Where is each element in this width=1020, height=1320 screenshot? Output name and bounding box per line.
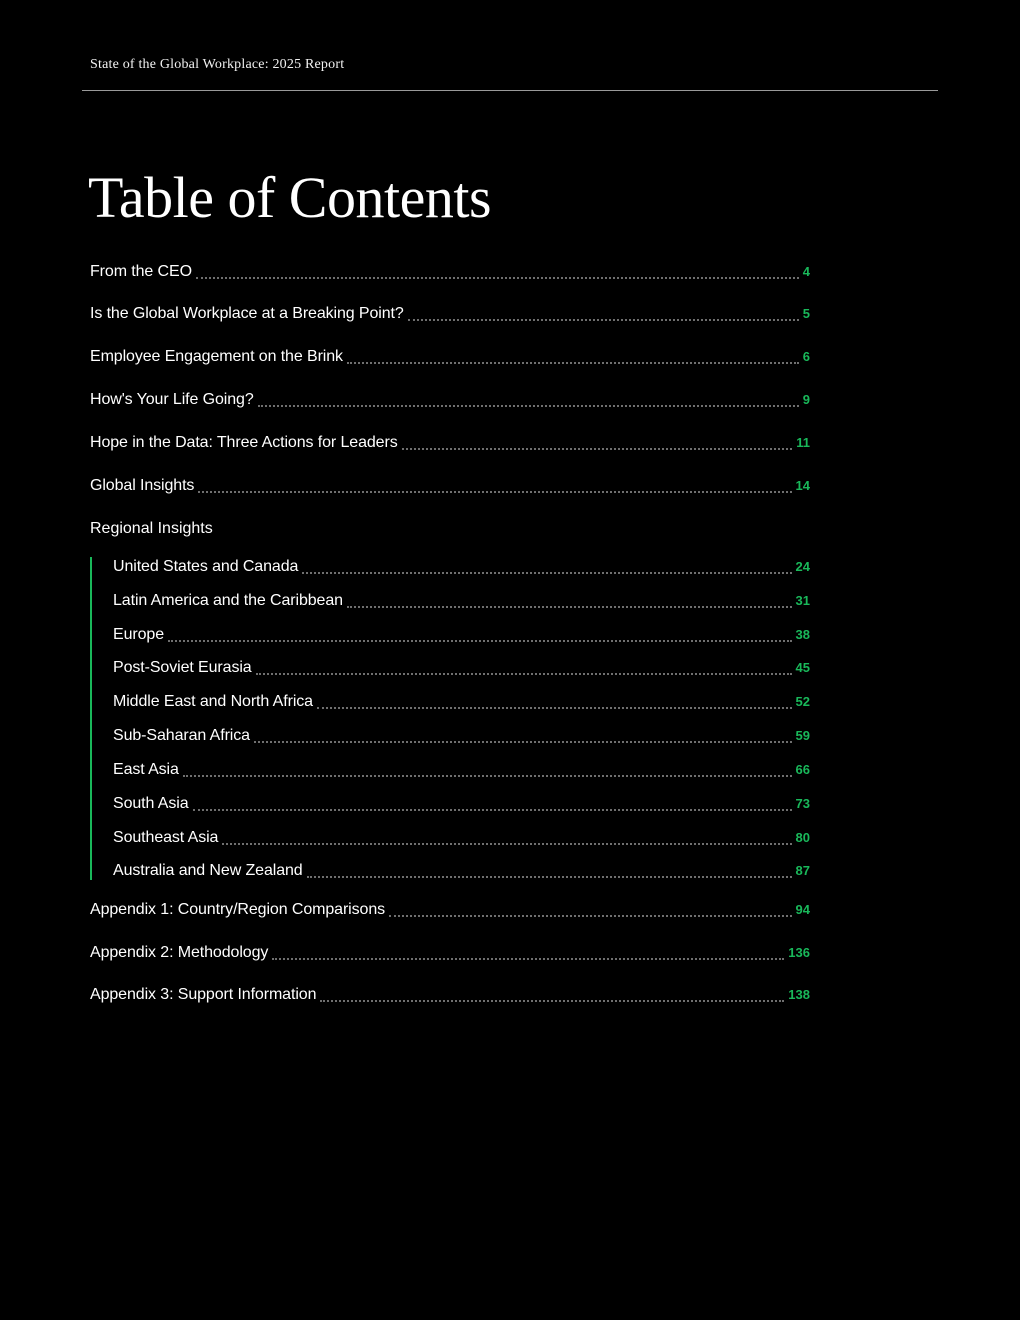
toc-entry-label: Appendix 1: Country/Region Comparisons bbox=[90, 901, 386, 918]
toc-entry-appendix-2[interactable] bbox=[90, 942, 810, 964]
toc-section-heading-regional: Regional Insights bbox=[90, 520, 213, 537]
toc-entry-label: East Asia bbox=[113, 761, 179, 778]
toc-entry-label: Europe bbox=[113, 626, 164, 643]
regional-section-accent-bar bbox=[90, 557, 92, 880]
toc-page-number: 52 bbox=[795, 694, 810, 709]
toc-entry-label: South Asia bbox=[113, 795, 189, 812]
toc-entry-label: Appendix 2: Methodology bbox=[90, 944, 269, 961]
dot-leader bbox=[168, 634, 792, 642]
page-title: Table of Contents bbox=[88, 165, 492, 230]
toc-entry-label: From the CEO bbox=[90, 263, 192, 280]
toc-page-number: 136 bbox=[788, 945, 810, 960]
toc-page-number: 66 bbox=[795, 762, 810, 777]
toc-page-number: 87 bbox=[795, 863, 810, 878]
toc-page-number: 24 bbox=[795, 559, 810, 574]
dot-leader bbox=[222, 837, 791, 845]
dot-leader bbox=[408, 313, 799, 321]
toc-subentry-middle-east-north-africa[interactable] bbox=[113, 691, 810, 713]
toc-entry-label: United States and Canada bbox=[113, 558, 299, 575]
toc-entry-appendix-3[interactable] bbox=[90, 984, 810, 1006]
toc-subentry-southeast-asia[interactable] bbox=[113, 827, 810, 849]
dot-leader bbox=[183, 769, 792, 777]
toc-entry-label: How's Your Life Going? bbox=[90, 391, 254, 408]
dot-leader bbox=[347, 600, 792, 608]
toc-entry-label: Employee Engagement on the Brink bbox=[90, 348, 343, 365]
toc-page-number: 4 bbox=[802, 264, 810, 279]
dot-leader bbox=[302, 566, 791, 574]
dot-leader bbox=[256, 667, 792, 675]
header-divider bbox=[82, 90, 938, 91]
dot-leader bbox=[198, 485, 791, 493]
toc-entry-label: Global Insights bbox=[90, 477, 195, 494]
toc-page-number: 73 bbox=[795, 796, 810, 811]
toc-entry-label: Middle East and North Africa bbox=[113, 693, 313, 710]
toc-page-number: 9 bbox=[802, 392, 810, 407]
toc-entry-label: Is the Global Workplace at a Breaking Point? bbox=[90, 305, 404, 322]
toc-page-number: 138 bbox=[788, 987, 810, 1002]
toc-entry-global-insights[interactable] bbox=[90, 475, 810, 497]
toc-entry-label: Appendix 3: Support Information bbox=[90, 986, 317, 1003]
dot-leader bbox=[272, 952, 784, 960]
toc-page-number: 11 bbox=[796, 435, 810, 450]
toc-entry-label: Southeast Asia bbox=[113, 829, 219, 846]
toc-entry-label: Hope in the Data: Three Actions for Leaders bbox=[90, 434, 398, 451]
dot-leader bbox=[196, 271, 799, 279]
toc-subentry-latin-america[interactable] bbox=[113, 590, 810, 612]
toc-subentry-south-asia[interactable] bbox=[113, 793, 810, 815]
toc-entry-employee-engagement[interactable] bbox=[90, 346, 810, 368]
toc-subentry-us-canada[interactable] bbox=[113, 556, 810, 578]
dot-leader bbox=[389, 909, 792, 917]
dot-leader bbox=[254, 735, 792, 743]
toc-subentry-post-soviet-eurasia[interactable] bbox=[113, 657, 810, 679]
dot-leader bbox=[258, 399, 799, 407]
toc-entry-from-the-ceo[interactable] bbox=[90, 261, 810, 283]
running-header: State of the Global Workplace: 2025 Report bbox=[90, 57, 345, 72]
toc-entry-hope-in-data[interactable] bbox=[90, 432, 810, 454]
dot-leader bbox=[347, 356, 799, 364]
toc-entry-appendix-1[interactable] bbox=[90, 899, 810, 921]
toc-subentry-sub-saharan-africa[interactable] bbox=[113, 725, 810, 747]
table-of-contents bbox=[90, 261, 810, 1021]
dot-leader bbox=[317, 701, 792, 709]
toc-entry-label: Australia and New Zealand bbox=[113, 862, 303, 879]
dot-leader bbox=[402, 442, 793, 450]
dot-leader bbox=[307, 870, 792, 878]
toc-page-number: 59 bbox=[795, 728, 810, 743]
toc-subentry-australia-new-zealand[interactable] bbox=[113, 860, 810, 882]
toc-entry-label: Sub-Saharan Africa bbox=[113, 727, 250, 744]
toc-subentry-europe[interactable] bbox=[113, 624, 810, 646]
dot-leader bbox=[193, 803, 792, 811]
toc-entry-label: Latin America and the Caribbean bbox=[113, 592, 343, 609]
toc-subentry-east-asia[interactable] bbox=[113, 759, 810, 781]
toc-page-number: 5 bbox=[802, 306, 810, 321]
toc-entry-breaking-point[interactable] bbox=[90, 303, 810, 325]
toc-page-number: 80 bbox=[795, 830, 810, 845]
dot-leader bbox=[320, 994, 784, 1002]
toc-page-number: 94 bbox=[795, 902, 810, 917]
toc-entry-label: Post-Soviet Eurasia bbox=[113, 659, 252, 676]
toc-page-number: 6 bbox=[802, 349, 810, 364]
toc-page-number: 45 bbox=[795, 660, 810, 675]
toc-page-number: 38 bbox=[795, 627, 810, 642]
toc-entry-life-going[interactable] bbox=[90, 389, 810, 411]
toc-page-number: 14 bbox=[795, 478, 810, 493]
toc-page-number: 31 bbox=[795, 593, 810, 608]
